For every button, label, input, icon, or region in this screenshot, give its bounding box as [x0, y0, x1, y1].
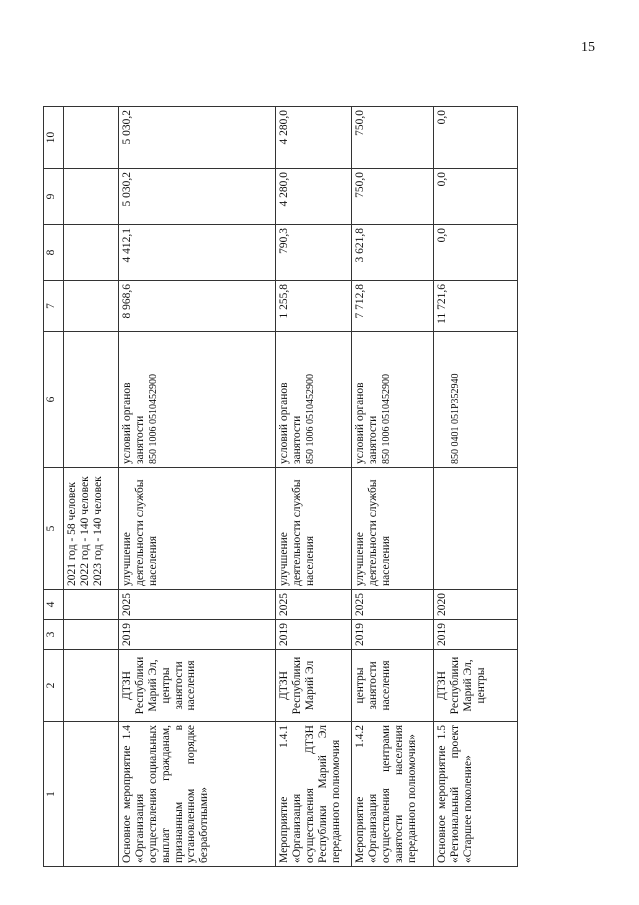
- activity-name: Основное мероприятие 1.4 «Организация осуществления социальных выплат гражданам, признанным в установленном порядке безработными»: [119, 722, 276, 867]
- result: [434, 468, 518, 590]
- amount-total: 7 712,8: [352, 281, 434, 332]
- col-num-1: 1: [44, 722, 64, 867]
- budget-code: 850 1006 0510452900: [304, 374, 316, 464]
- budget-code: 850 1006 0510452900: [147, 374, 159, 464]
- col-num-7: 7: [44, 281, 64, 332]
- indicator: условий органов занятости: [278, 382, 303, 464]
- table-row: [276, 107, 352, 867]
- start-year: 2019: [434, 620, 518, 650]
- result: улучшение деятельности службы населения: [276, 468, 352, 590]
- result: улучшение деятельности службы населения: [352, 468, 434, 590]
- col-num-10: 10: [44, 107, 64, 169]
- amount-col10: 0,0: [434, 107, 518, 169]
- result: улучшение деятельности службы населения: [119, 468, 276, 590]
- col-num-8: 8: [44, 225, 64, 281]
- col-num-2: 2: [44, 650, 64, 722]
- program-table: [43, 106, 518, 867]
- amount-total: 11 721,6: [434, 281, 518, 332]
- indicator: условий органов занятости: [354, 382, 379, 464]
- activity-name: Мероприятие 1.4.1 «Организация осуществления ДТЗН Республики Марий Эл переданного полномочия: [276, 722, 352, 867]
- table-row: [352, 107, 434, 867]
- column-number-row: [44, 107, 64, 867]
- start-year: 2019: [352, 620, 434, 650]
- amount-col9: 5 030,2: [119, 169, 276, 225]
- col-num-4: 4: [44, 590, 64, 620]
- start-year: 2019: [276, 620, 352, 650]
- indicator-targets: 2021 год - 58 человек 2022 год - 140 человек 2023 год - 140 человек: [66, 476, 104, 586]
- start-year: 2019: [119, 620, 276, 650]
- col-num-9: 9: [44, 169, 64, 225]
- col-num-3: 3: [44, 620, 64, 650]
- table-row: [119, 107, 276, 867]
- amount-col10: 750,0: [352, 107, 434, 169]
- amount-col9: 4 280,0: [276, 169, 352, 225]
- end-year: 2020: [434, 590, 518, 620]
- executor: ДТЗН Республики Марий Эл, центры: [434, 650, 518, 722]
- budget-code: 850 1006 0510452900: [380, 374, 392, 464]
- executor: ДТЗН Республики Марий Эл, центры занятости населения: [119, 650, 276, 722]
- budget-code: 850 0401 051P352940: [449, 373, 461, 464]
- amount-col10: 4 280,0: [276, 107, 352, 169]
- amount-col9: 750,0: [352, 169, 434, 225]
- activity-name: Мероприятие 1.4.2 «Организация осуществления центрами занятости населения переданного полномочия»: [352, 722, 434, 867]
- end-year: 2025: [276, 590, 352, 620]
- page-number: 15: [581, 40, 595, 55]
- amount-col8: 3 621,8: [352, 225, 434, 281]
- activity-name: Основное мероприятие 1.5 «Региональный проект «Старшее поколение»: [434, 722, 518, 867]
- end-year: 2025: [352, 590, 434, 620]
- amount-col9: 0,0: [434, 169, 518, 225]
- executor: центры занятости населения: [352, 650, 434, 722]
- col-num-6: 6: [44, 332, 64, 468]
- end-year: 2025: [119, 590, 276, 620]
- continuation-row: [64, 107, 119, 867]
- col-num-5: 5: [44, 468, 64, 590]
- amount-col10: 5 030,2: [119, 107, 276, 169]
- amount-col8: 4 412,1: [119, 225, 276, 281]
- executor: ДТЗН Республики Марий Эл: [276, 650, 352, 722]
- indicator: условий органов занятости: [121, 382, 146, 464]
- amount-total: 8 968,6: [119, 281, 276, 332]
- table-row: [434, 107, 518, 867]
- amount-col8: 790,3: [276, 225, 352, 281]
- amount-col8: 0,0: [434, 225, 518, 281]
- amount-total: 1 255,8: [276, 281, 352, 332]
